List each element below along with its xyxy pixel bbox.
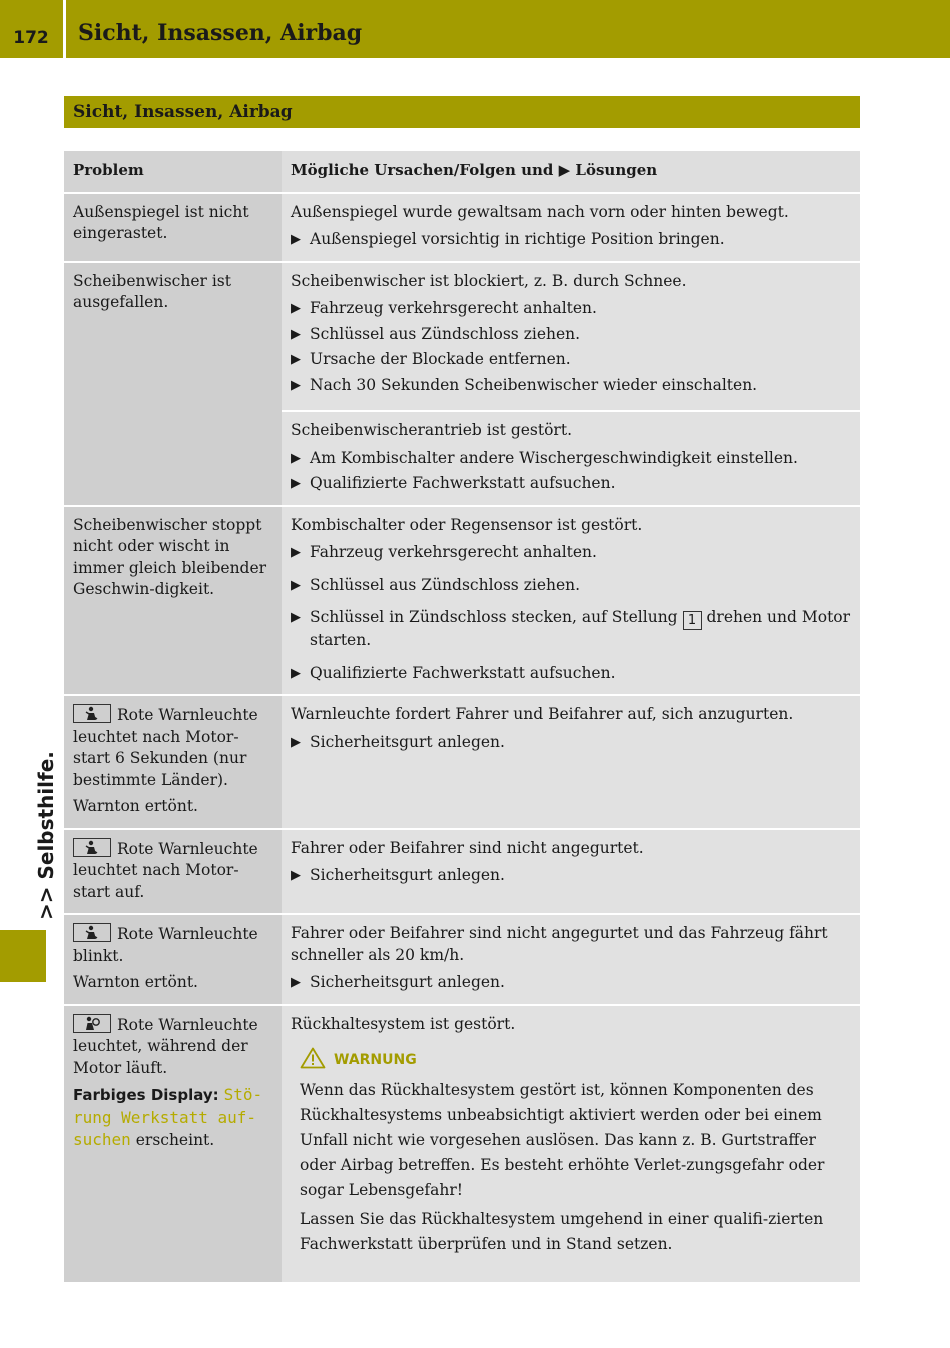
bullet-arrow-icon: ▶ [291, 545, 301, 560]
solution-cell: Warnleuchte fordert Fahrer und Beifahrer auf, sich anzugurten. ▶ Sicherheitsgurt anlegen. [282, 695, 860, 829]
bullet-arrow-icon: ▶ [291, 377, 301, 393]
page-number: 172 [13, 28, 49, 48]
solution-step: ▶ Schlüssel aus Zündschloss ziehen. [291, 575, 852, 597]
solution-step: ▶ Fahrzeug verkehrsgerecht anhalten. [291, 542, 852, 564]
table-header-row [64, 151, 860, 193]
bullet-arrow-icon: ▶ [291, 734, 301, 750]
solution-cell: Außenspiegel wurde gewaltsam nach vorn oder hinten bewegt. ▶ Außenspiegel vorsichtig in richtige Position bringen. [282, 193, 860, 262]
bullet-arrow-icon: ▶ [291, 665, 301, 681]
solution-step: ▶ Qualifizierte Fachwerkstatt aufsuchen. [291, 473, 852, 495]
bullet-arrow-icon: ▶ [291, 868, 301, 883]
arrow-right-icon: ▶ [558, 161, 571, 179]
column-header-problem: Problem [64, 151, 282, 193]
solution-cell: Scheibenwischerantrieb ist gestört. ▶ Am Kombischalter andere Wischergeschwindigkeit einstellen. ▶ Qualifizierte Fachwerkstatt aufsuchen. [282, 411, 860, 506]
header-title: Sicht, Insassen, Airbag [78, 20, 363, 46]
table-row [64, 914, 860, 1005]
problem-cell: Rote Warnleuchte blinkt. Warnton ertönt. [64, 914, 282, 1005]
bullet-arrow-icon: ▶ [291, 301, 301, 316]
bullet-arrow-icon: ▶ [291, 352, 301, 367]
solution-cell: Scheibenwischer ist blockiert, z. B. durch Schnee. ▶ Fahrzeug verkehrsgerecht anhalten. ▶ Schlüssel aus Zündschloss ziehen. ▶ Ursache der Blockade entfernen. ▶ Nach 30 Sekunden Scheibenwischer wieder einschalten. [282, 262, 860, 412]
page-header [0, 0, 950, 58]
solution-step: ▶ Qualifizierte Fachwerkstatt aufsuchen. [291, 663, 852, 685]
column-header-solutions: Mögliche Ursachen/Folgen und ▶ Lösungen [282, 151, 860, 193]
solution-step: ▶ Am Kombischalter andere Wischergeschwindigkeit einstellen. [291, 448, 852, 470]
table-row [64, 506, 860, 696]
solution-step: ▶ Außenspiegel vorsichtig in richtige Position bringen. [291, 229, 852, 251]
bullet-arrow-icon: ▶ [291, 577, 301, 593]
solution-step: ▶ Sicherheitsgurt anlegen. [291, 732, 852, 754]
bullet-arrow-icon: ▶ [291, 450, 301, 466]
seatbelt-warning-icon [73, 838, 111, 857]
solution-step: ▶ Ursache der Blockade entfernen. [291, 349, 852, 371]
bullet-arrow-icon: ▶ [291, 476, 301, 491]
problem-cell: Rote Warnleuchte leuchtet nach Motor-start 6 Sekunden (nur bestimmte Länder). Warnton ertönt. [64, 695, 282, 829]
troubleshooting-table [64, 151, 860, 1284]
problem-cell: Scheibenwischer stoppt nicht oder wischt in immer gleich bleibender Geschwin-digkeit. [64, 506, 282, 696]
display-label: Farbiges Display: [73, 1086, 219, 1104]
solution-cell: Rückhaltesystem ist gestört. WARNUNG Wenn das Rückhaltesystem gestört ist, können Komponenten des Rückhaltesystems unbeabsichtigt aktiviert werden oder bei einem Unfall nicht wie vorgesehen auslösen. Das kann z. B. Gurtstraffer oder Airbag betreffen. Es besteht erhöhte Verlet-zungsgefahr oder sogar Lebensgefahr! Lassen Sie das Rückhaltesystem umgehend in einer qualifi-zierten Fachwerkstatt überprüfen und in Stand setzen. [282, 1005, 860, 1283]
warning-triangle-icon [300, 1047, 326, 1069]
section-title-bar [64, 96, 860, 128]
table-row [64, 193, 860, 262]
seatbelt-warning-icon [73, 923, 111, 942]
warning-text: Wenn das Rückhaltesystem gestört ist, können Komponenten des Rückhaltesystems unbeabsichtigt aktiviert werden oder bei einem Unfall nicht wie vorgesehen auslösen. Das kann z. B. Gurtstraffer oder Airbag betreffen. Es besteht erhöhte Verlet-zungsgefahr oder sogar Lebensgefahr! [300, 1080, 825, 1199]
bullet-arrow-icon: ▶ [291, 326, 301, 342]
solution-cell: Fahrer oder Beifahrer sind nicht angegurtet. ▶ Sicherheitsgurt anlegen. [282, 829, 860, 915]
seatbelt-warning-icon [73, 704, 111, 723]
solution-cell: Kombischalter oder Regensensor ist gestört. ▶ Fahrzeug verkehrsgerecht anhalten. ▶ Schlüssel aus Zündschloss ziehen. ▶ Schlüssel in Zündschloss stecken, auf Stellung 1 drehen und Motor starten. ▶ Qualifizierte Fachwerkstatt aufsuchen. [282, 506, 860, 696]
display-message: Stö-rung Werkstatt auf-suchen [73, 1085, 263, 1149]
problem-cell: Rote Warnleuchte leuchtet nach Motor-start auf. [64, 829, 282, 915]
solution-step: ▶ Fahrzeug verkehrsgerecht anhalten. [291, 298, 852, 320]
warning-text: Lassen Sie das Rückhaltesystem umgehend in einer qualifi-zierten Fachwerkstatt überprüfen und in Stand setzen. [300, 1209, 824, 1253]
side-tab-label: >> Selbsthilfe. [34, 751, 58, 920]
problem-cell: Scheibenwischer ist ausgefallen. [64, 262, 282, 506]
warning-heading: WARNUNG [300, 1047, 852, 1072]
table-row [64, 1005, 860, 1283]
header-divider [63, 0, 66, 58]
solution-step: ▶ Sicherheitsgurt anlegen. [291, 972, 852, 994]
table-row [64, 262, 860, 412]
side-tab [12, 745, 58, 920]
solution-step: ▶ Sicherheitsgurt anlegen. [291, 865, 852, 887]
solution-cell: Fahrer oder Beifahrer sind nicht angegurtet und das Fahrzeug fährt schneller als 20 km/h. ▶ Sicherheitsgurt anlegen. [282, 914, 860, 1005]
table-row [64, 695, 860, 829]
airbag-warning-icon [73, 1014, 111, 1033]
solution-step: ▶ Nach 30 Sekunden Scheibenwischer wieder einschalten. [291, 375, 852, 397]
bullet-arrow-icon: ▶ [291, 232, 301, 247]
side-tab-marker [0, 930, 46, 982]
bullet-arrow-icon: ▶ [291, 610, 301, 625]
solution-step: ▶ Schlüssel in Zündschloss stecken, auf Stellung 1 drehen und Motor starten. [291, 608, 851, 649]
problem-cell: Außenspiegel ist nicht eingerastet. [64, 193, 282, 262]
bullet-arrow-icon: ▶ [291, 975, 301, 990]
problem-cell: Rote Warnleuchte leuchtet, während der Motor läuft. Farbiges Display: Stö-rung Werkstatt auf-suchen erscheint. [64, 1005, 282, 1283]
section-title: Sicht, Insassen, Airbag [73, 102, 293, 122]
ignition-position-key: 1 [683, 611, 702, 630]
solution-step: ▶ Schlüssel aus Zündschloss ziehen. [291, 324, 852, 346]
table-row [64, 829, 860, 915]
